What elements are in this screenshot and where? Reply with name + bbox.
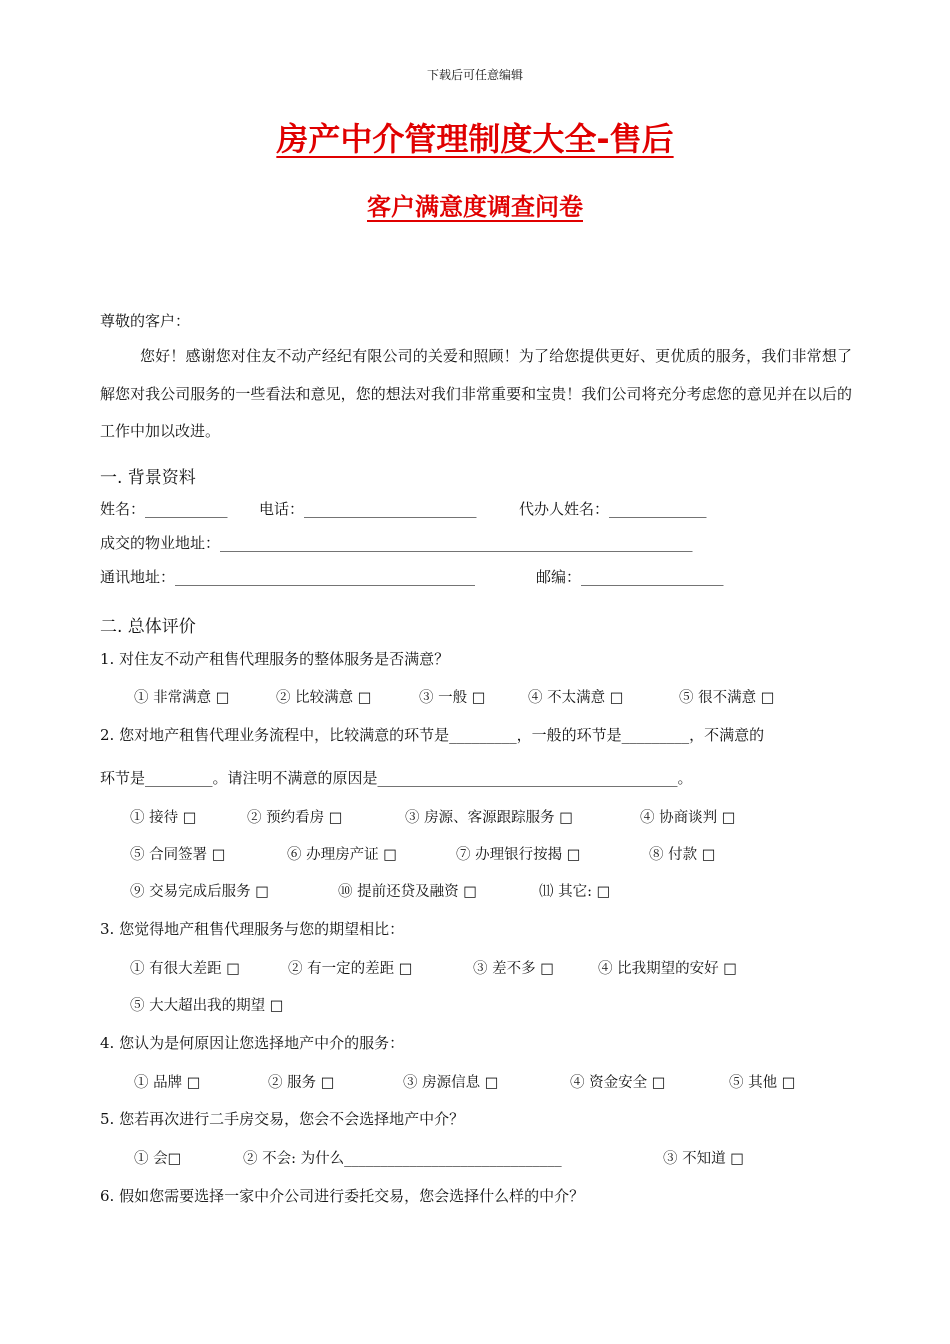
q2-option-9[interactable]: ⑨ 交易完成后服务 □ — [130, 884, 269, 900]
q4-option-2[interactable]: ② 服务 □ — [268, 1075, 335, 1091]
q2-option-1[interactable]: ① 接待 □ — [130, 810, 197, 826]
q1-option-2[interactable]: ② 比较满意 □ — [276, 690, 372, 706]
mailing-address-field[interactable]: 通讯地址：________________________________________ — [100, 568, 476, 586]
q2-option-2[interactable]: ② 预约看房 □ — [247, 810, 343, 826]
q2-option-10[interactable]: ⑩ 提前还贷及融资 □ — [338, 884, 477, 900]
q2-option-4[interactable]: ④ 协商谈判 □ — [640, 810, 736, 826]
question-2-line-1: 2. 您对地产租售代理业务流程中，比较满意的环节是_________，一般的环节是_________，不满意的 — [100, 726, 765, 744]
q2-option-7[interactable]: ⑦ 办理银行按揭 □ — [456, 847, 581, 863]
q4-option-3[interactable]: ③ 房源信息 □ — [403, 1075, 499, 1091]
q4-option-5[interactable]: ⑤ 其他 □ — [729, 1075, 796, 1091]
q1-option-5[interactable]: ⑤ 很不满意 □ — [679, 690, 775, 706]
q3-option-5[interactable]: ⑤ 大大超出我的期望 □ — [130, 998, 284, 1014]
name-field[interactable]: 姓名：___________ — [100, 500, 228, 518]
property-address-field[interactable]: 成交的物业地址：_______________________________________________________________ — [100, 534, 693, 552]
q2-option-3[interactable]: ③ 房源、客源跟踪服务 □ — [405, 810, 573, 826]
q5-option-2[interactable]: ② 不会: 为什么______________________________ — [243, 1151, 562, 1167]
greeting: 尊敬的客户： — [100, 312, 191, 330]
agent-name-field[interactable]: 代办人姓名：_____________ — [519, 500, 707, 518]
question-6: 6. 假如您需要选择一家中介公司进行委托交易，您会选择什么样的中介？ — [100, 1187, 585, 1205]
question-1: 1. 对住友不动产租售代理服务的整体服务是否满意？ — [100, 650, 450, 668]
question-5: 5. 您若再次进行二手房交易，您会不会选择地产中介？ — [100, 1110, 465, 1128]
q5-option-3[interactable]: ③ 不知道 □ — [663, 1151, 744, 1167]
q4-option-1[interactable]: ① 品牌 □ — [134, 1075, 201, 1091]
question-2-line-2: 环节是_________。请注明不满意的原因是________________________________________。 — [100, 769, 693, 787]
q3-option-3[interactable]: ③ 差不多 □ — [473, 961, 554, 977]
header-note: 下载后可任意编辑 — [426, 68, 523, 82]
intro-paragraph: 您好！感谢您对住友不动产经纪有限公司的关爱和照顾！为了给您提供更好、更优质的服务，我们非常想了解您对我公司服务的一些看法和意见，您的想法对我们非常重要和宝贵！我们公司将充分考虑您的意见并在以后的工作中加以改进。 — [100, 347, 852, 440]
zip-code-field[interactable]: 邮编：___________________ — [536, 568, 724, 586]
q1-option-3[interactable]: ③ 一般 □ — [419, 690, 486, 706]
q2-option-6[interactable]: ⑥ 办理房产证 □ — [287, 847, 397, 863]
document-subtitle: 客户满意度调查问卷 — [367, 193, 583, 221]
q1-option-4[interactable]: ④ 不太满意 □ — [528, 690, 624, 706]
q2-option-5[interactable]: ⑤ 合同签署 □ — [130, 847, 226, 863]
q4-option-4[interactable]: ④ 资金安全 □ — [570, 1075, 666, 1091]
section-heading-overall: 二. 总体评价 — [100, 617, 196, 637]
q2-option-11[interactable]: ⑾ 其它: □ — [539, 884, 611, 900]
q2-option-8[interactable]: ⑧ 付款 □ — [649, 847, 716, 863]
section-heading-background: 一. 背景资料 — [100, 468, 196, 488]
question-3: 3. 您觉得地产租售代理服务与您的期望相比： — [100, 920, 405, 938]
document-title: 房产中介管理制度大全-售后 — [276, 120, 674, 158]
question-4: 4. 您认为是何原因让您选择地产中介的服务： — [100, 1034, 405, 1052]
phone-field[interactable]: 电话：_______________________ — [259, 500, 477, 518]
q1-option-1[interactable]: ① 非常满意 □ — [134, 690, 230, 706]
q3-option-1[interactable]: ① 有很大差距 □ — [130, 961, 240, 977]
q3-option-2[interactable]: ② 有一定的差距 □ — [288, 961, 413, 977]
q3-option-4[interactable]: ④ 比我期望的安好 □ — [598, 961, 737, 977]
q5-option-1[interactable]: ① 会□ — [134, 1151, 182, 1167]
